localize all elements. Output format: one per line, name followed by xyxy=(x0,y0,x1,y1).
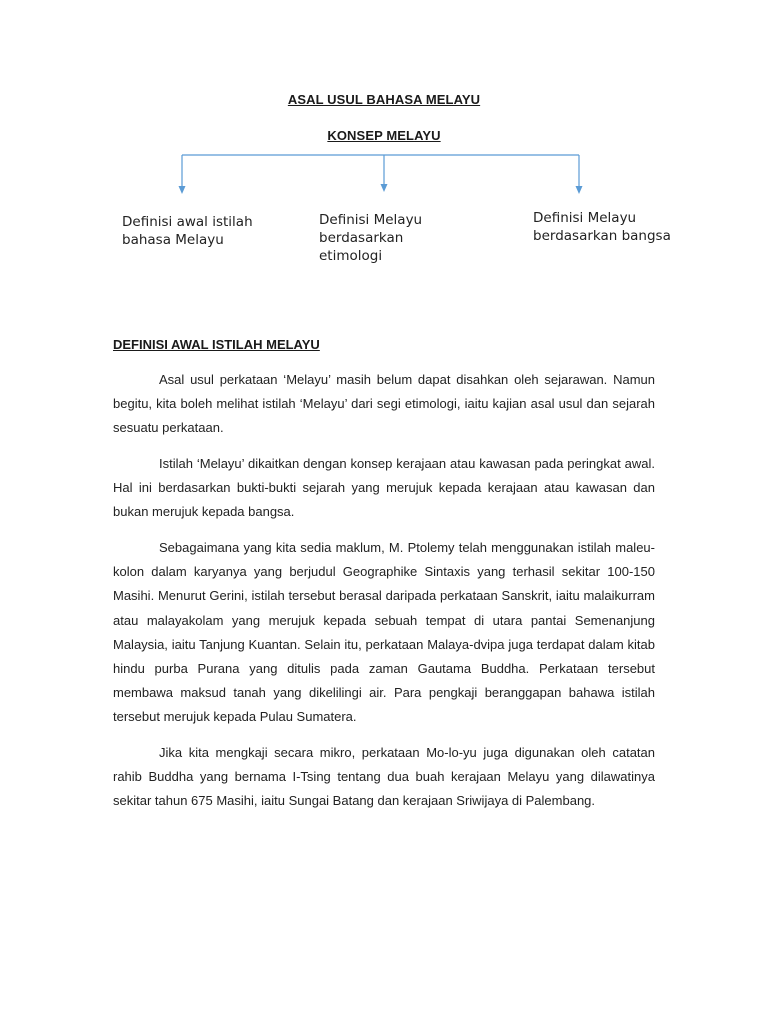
body-paragraph: Asal usul perkataan ‘Melayu’ masih belum dapat disahkan oleh sejarawan. Namun begitu, kita boleh melihat istilah ‘Melayu’ dari segi etimologi, iaitu kajian asal usul dan sejarah sesuatu perkataan. xyxy=(113,372,655,436)
paragraph-container xyxy=(113,741,655,814)
paragraph-container xyxy=(113,536,655,730)
body-paragraph: Jika kita mengkaji secara mikro, perkataan Mo-lo-yu juga digunakan oleh catatan rahib Buddha yang bernama I-Tsing tentang dua buah kerajaan Melayu yang dilawatinya sekitar tahun 675 Masihi, iaitu Sungai Batang dan kerajaan Sriwijaya di Palembang. xyxy=(113,745,655,809)
paragraph-container xyxy=(113,452,655,525)
paragraph-container xyxy=(113,368,655,441)
document-title: ASAL USUL BAHASA MELAYU xyxy=(287,92,481,107)
arrowhead-left-icon xyxy=(179,186,186,194)
branch-definisi-etimologi: Definisi Melayu berdasarkan etimologi xyxy=(319,212,423,264)
branch-definisi-awal: Definisi awal istilah bahasa Melayu xyxy=(122,214,253,248)
concept-connector-diagram xyxy=(0,0,768,220)
arrowhead-right-icon xyxy=(576,186,583,194)
branch-definisi-bangsa: Definisi Melayu berdasarkan bangsa xyxy=(533,210,671,244)
body-paragraph: Istilah ‘Melayu’ dikaitkan dengan konsep kerajaan atau kawasan pada peringkat awal. Hal ini berdasarkan bukti-bukti sejarah yang merujuk kepada kerajaan atau kawasan dan bukan merujuk kepada bangsa. xyxy=(113,456,655,520)
diagram-title: KONSEP MELAYU xyxy=(327,128,441,143)
section-heading: DEFINISI AWAL ISTILAH MELAYU xyxy=(113,337,320,352)
arrowhead-middle-icon xyxy=(381,184,388,192)
body-paragraph: Sebagaimana yang kita sedia maklum, M. Ptolemy telah menggunakan istilah maleu-kolon dalam karyanya yang berjudul Geographike Sintaxis yang terhasil sekitar 100-150 Masihi. Menurut Gerini, istilah tersebut berasal daripada perkataan Sanskrit, iaitu malaikurram atau malayakolam yang merujuk kepada sebuah tempat di utara pantai Semenanjung Malaysia, iaitu Tanjung Kuantan. Selain itu, perkataan Malaya-dvipa juga terdapat dalam kitab hindu purba Purana yang ditulis pada zaman Gautama Buddha. Perkataan tersebut membawa maksud tanah yang dikelilingi air. Para pengkaji beranggapan bahawa istilah tersebut merujuk kepada Pulau Sumatera. xyxy=(113,540,655,725)
